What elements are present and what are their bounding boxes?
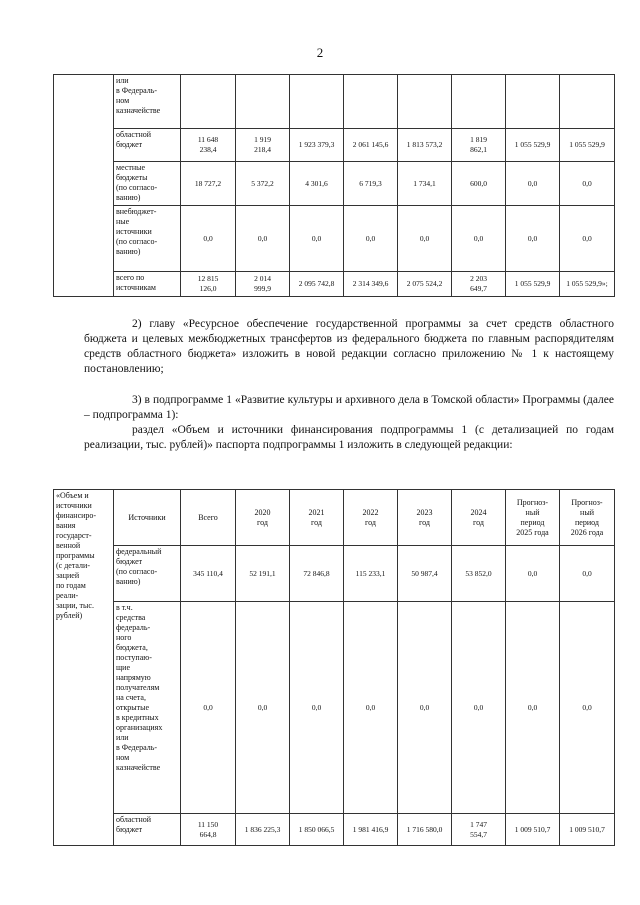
column-header: 2020 год <box>236 490 290 546</box>
paragraph-text: 3) в подпрограмме 1 «Развитие культуры и архивного дела в Томской области» Программы (далее – подпрограмма 1): <box>84 394 614 421</box>
value-cell: 6 719,3 <box>344 162 398 206</box>
column-header: Прогноз- ный период 2025 года <box>506 490 560 546</box>
value-cell: 0,0 <box>344 602 398 814</box>
value-cell <box>181 75 236 129</box>
value-cell: 50 987,4 <box>398 546 452 602</box>
table-row <box>54 129 615 162</box>
value-cell: 0,0 <box>344 206 398 272</box>
value-cell: 0,0 <box>560 602 615 814</box>
value-cell: 1 734,1 <box>398 162 452 206</box>
value-cell: 1 981 416,9 <box>344 814 398 846</box>
value-cell: 345 110,4 <box>181 546 236 602</box>
value-cell: 1 850 066,5 <box>290 814 344 846</box>
value-cell <box>344 75 398 129</box>
value-cell: 0,0 <box>506 546 560 602</box>
value-cell: 1 009 510,7 <box>506 814 560 846</box>
source-cell: областной бюджет <box>114 129 181 162</box>
value-cell: 11 150 664,8 <box>181 814 236 846</box>
value-cell <box>290 75 344 129</box>
value-cell: 0,0 <box>452 206 506 272</box>
value-cell: 1 836 225,3 <box>236 814 290 846</box>
paragraph-subprogram <box>84 393 614 423</box>
value-cell: 0,0 <box>506 206 560 272</box>
value-cell <box>398 75 452 129</box>
column-header: 2023 год <box>398 490 452 546</box>
column-header: 2021 год <box>290 490 344 546</box>
table-row <box>54 602 615 814</box>
value-cell: 0,0 <box>181 206 236 272</box>
value-cell: 12 815 126,0 <box>181 272 236 297</box>
column-header: 2022 год <box>344 490 398 546</box>
value-cell: 0,0 <box>398 206 452 272</box>
source-cell: областной бюджет <box>114 814 181 846</box>
source-cell: всего по источникам <box>114 272 181 297</box>
value-cell: 0,0 <box>452 602 506 814</box>
merged-label-cell <box>54 75 114 297</box>
value-cell: 18 727,2 <box>181 162 236 206</box>
paragraph-chapter-update <box>84 317 614 377</box>
table-row <box>54 272 615 297</box>
subprogram-funding-table <box>53 489 615 846</box>
value-cell: 0,0 <box>560 546 615 602</box>
value-cell: 0,0 <box>290 602 344 814</box>
value-cell: 52 191,1 <box>236 546 290 602</box>
value-cell: 1 055 529,9»; <box>560 272 615 297</box>
table-row <box>54 206 615 272</box>
source-cell: федеральный бюджет (по согласо- ванию) <box>114 546 181 602</box>
page-number: 2 <box>316 45 324 60</box>
value-cell: 0,0 <box>236 602 290 814</box>
value-cell: 600,0 <box>452 162 506 206</box>
paragraph-text: раздел «Объем и источники финансирования подпрограммы 1 (с детализацией по годам реализации, тыс. рублей)» паспорта подпрограммы 1 изложить в следующей редакции: <box>84 424 614 451</box>
value-cell: 1 923 379,3 <box>290 129 344 162</box>
value-cell: 1 055 529,9 <box>506 272 560 297</box>
table-row <box>54 814 615 846</box>
value-cell: 1 813 573,2 <box>398 129 452 162</box>
value-cell: 72 846,8 <box>290 546 344 602</box>
value-cell: 1 009 510,7 <box>560 814 615 846</box>
source-cell: местные бюджеты (по согласо- ванию) <box>114 162 181 206</box>
section-title-cell: «Объем и источники финансиро- вания государст- венной программы (с детали- зацией по годам реали- зации, тыс. рублей) <box>54 490 114 846</box>
table-row <box>54 75 615 129</box>
value-cell <box>452 75 506 129</box>
value-cell: 2 014 999,9 <box>236 272 290 297</box>
column-header: Всего <box>181 490 236 546</box>
value-cell: 2 203 649,7 <box>452 272 506 297</box>
value-cell: 0,0 <box>506 162 560 206</box>
value-cell: 4 301,6 <box>290 162 344 206</box>
value-cell: 1 055 529,9 <box>560 129 615 162</box>
value-cell: 0,0 <box>398 602 452 814</box>
value-cell: 0,0 <box>560 206 615 272</box>
value-cell: 0,0 <box>236 206 290 272</box>
value-cell: 2 061 145,6 <box>344 129 398 162</box>
value-cell: 0,0 <box>560 162 615 206</box>
value-cell: 1 747 554,7 <box>452 814 506 846</box>
value-cell <box>560 75 615 129</box>
column-header: Прогноз- ный период 2026 года <box>560 490 615 546</box>
source-cell: в т.ч. средства федераль- ного бюджета, поступаю- щие напрямую получателям на счета, открытые в кредитных организациях или в Федераль- ном казначействе <box>114 602 181 814</box>
value-cell: 0,0 <box>181 602 236 814</box>
header-row <box>54 490 615 546</box>
paragraph-text: 2) главу «Ресурсное обеспечение государственной программы за счет средств областного бюджета и целевых межбюджетных трансфертов из федерального бюджета по главным распорядителям средств областного бюджета» изложить в новой редакции согласно приложению № 1 к настоящему постановлению; <box>84 318 614 375</box>
value-cell: 0,0 <box>506 602 560 814</box>
value-cell: 1 716 580,0 <box>398 814 452 846</box>
column-header: Источники <box>114 490 181 546</box>
table-row <box>54 162 615 206</box>
column-header: 2024 год <box>452 490 506 546</box>
value-cell: 2 075 524,2 <box>398 272 452 297</box>
value-cell: 53 852,0 <box>452 546 506 602</box>
value-cell: 115 233,1 <box>344 546 398 602</box>
value-cell: 1 919 218,4 <box>236 129 290 162</box>
funding-table-continued <box>53 74 615 297</box>
value-cell: 2 314 349,6 <box>344 272 398 297</box>
value-cell: 2 095 742,8 <box>290 272 344 297</box>
value-cell: 1 819 862,1 <box>452 129 506 162</box>
value-cell: 11 648 238,4 <box>181 129 236 162</box>
paragraph-section-replace <box>84 423 614 453</box>
source-cell: внебюджет- ные источники (по согласо- ванию) <box>114 206 181 272</box>
value-cell: 0,0 <box>290 206 344 272</box>
value-cell <box>506 75 560 129</box>
value-cell: 1 055 529,9 <box>506 129 560 162</box>
table-row <box>54 546 615 602</box>
value-cell: 5 372,2 <box>236 162 290 206</box>
value-cell <box>236 75 290 129</box>
source-cell: или в Федераль- ном казначействе <box>114 75 181 129</box>
